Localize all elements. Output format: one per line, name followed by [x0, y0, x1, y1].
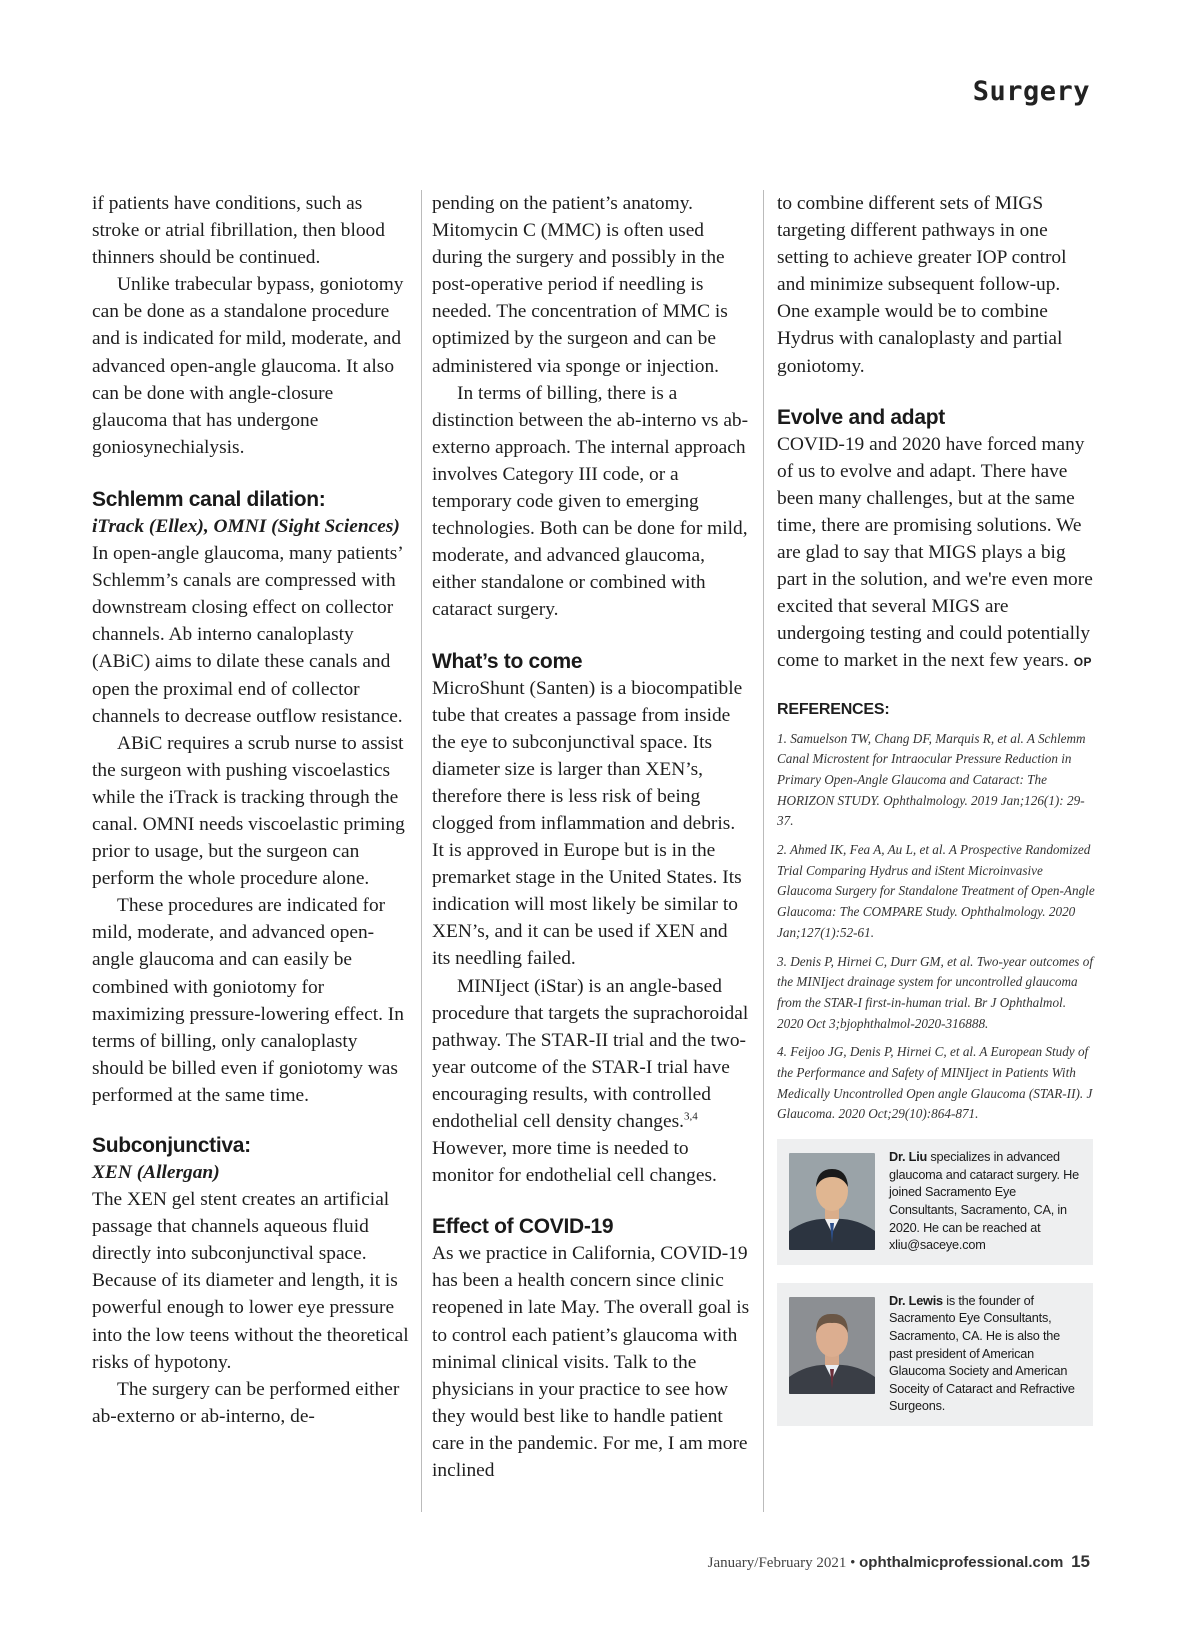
- paragraph: [777, 431, 1095, 677]
- bio-description: specializes in advanced glaucoma and cataract surgery. He joined Sacramento Eye Consultants, Sacramento, CA, in 2020. He can be reached at xliu@saceye.com: [889, 1150, 1079, 1253]
- heading-whats-to-come: What’s to come: [432, 649, 583, 673]
- heading-subconjunctiva: Subconjunctiva:: [92, 1134, 251, 1157]
- bio-text: [889, 1293, 1085, 1416]
- page-footer: [708, 1552, 1090, 1572]
- author-bio-liu: [777, 1139, 1093, 1265]
- column-divider: [763, 190, 764, 1512]
- column-1: [92, 190, 410, 1430]
- footer-separator: •: [850, 1555, 856, 1571]
- column-3: [777, 190, 1095, 1426]
- bio-description: is the founder of Sacramento Eye Consultants, Sacramento, CA. He is also the past president of American Glaucoma Society and American Soceity of Cataract and Refractive Surgeons.: [889, 1293, 1075, 1414]
- section-title: Surgery: [972, 76, 1090, 107]
- website: ophthalmicprofessional.com: [859, 1554, 1064, 1571]
- page-number: 15: [1071, 1552, 1090, 1571]
- heading-effect-of-covid: Effect of COVID-19: [432, 1215, 614, 1239]
- author-photo-liu: [789, 1153, 875, 1250]
- subheading-subconjunctiva: XEN (Allergan): [92, 1162, 220, 1183]
- paragraph: As we practice in California, COVID-19 has been a health concern since clinic reopened in late May. The overall goal is to control each patient’s glaucoma with minimal clinical visits. Talk to the physicians in your practice to see how they would best like to handle patient care in the pandemic. For me, I am more inclined: [432, 1243, 750, 1482]
- paragraph-text: MINIject (iStar) is an angle-based procedure that targets the suprachoroidal pathway. The STAR-II trial and the two-year outcome of the STAR-I trial have encouraging results, with controlled endothelial cell density changes.: [432, 975, 749, 1132]
- paragraph: In terms of billing, there is a distinction between the ab-interno vs ab-externo approach. The internal approach involves Category III code, or a temporary code given to emerging technologies. Both can be done for mild, moderate, and advanced glaucoma, either standalone or combined with cataract surgery.: [432, 382, 749, 621]
- paragraph: Unlike trabecular bypass, goniotomy can be done as a standalone procedure and is indicated for mild, moderate, and advanced open-angle glaucoma. It also can be done with angle-closure glaucoma that has undergone goniosynechialysis.: [92, 274, 404, 458]
- paragraph: to combine different sets of MIGS targeting different pathways in one setting to achieve greater IOP control and minimize subsequent follow-up. One example would be to combine Hydrus with canaloplasty and partial goniotomy.: [777, 193, 1067, 377]
- paragraph: pending on the patient’s anatomy. Mitomycin C (MMC) is often used during the surgery and possibly in the post-operative period if needling is needed. The concentration of MMC is optimized by the surgeon and can be administered via sponge or injection.: [432, 193, 728, 377]
- bio-name: Dr. Lewis: [889, 1293, 943, 1308]
- column-divider: [421, 190, 422, 1512]
- paragraph: These procedures are indicated for mild, moderate, and advanced open-angle glaucoma and can easily be combined with goniotomy for maximizing pressure-lowering effect. In terms of billing, only canaloplasty should be billed even if goniotomy was performed at the same time.: [92, 895, 404, 1106]
- paragraph: [432, 973, 750, 1190]
- heading-schlemm: Schlemm canal dilation:: [92, 487, 326, 511]
- reference-item: 1. Samuelson TW, Chang DF, Marquis R, et al. A Schlemm Canal Microstent for Intraocular Pressure Reduction in Primary Open-Angle Glaucoma and Cataract: The HORIZON STUDY. Ophthalmology. 2019 Jan;126(1): 29-37.: [777, 730, 1086, 829]
- citation-superscript: 3,4: [684, 1110, 698, 1123]
- bio-text: [889, 1149, 1085, 1255]
- paragraph-text: COVID-19 and 2020 have forced many of us to evolve and adapt. There have been many challenges, but at the same time, there are promising solutions. We are glad to say that MIGS plays a big part in the solution, and we're even more excited that several MIGS are undergoing testing and could potentially come to market in the next few years.: [777, 433, 1093, 672]
- paragraph: ABiC requires a scrub nurse to assist the surgeon with pushing viscoelastics while the iTrack is tracking through the canal. OMNI needs viscoelastic priming prior to usage, but the surgeon can perform the whole procedure alone.: [92, 732, 405, 890]
- end-mark: OP: [1073, 655, 1093, 670]
- author-bio-lewis: [777, 1283, 1093, 1426]
- bio-name: Dr. Liu: [889, 1150, 928, 1165]
- references-heading: REFERENCES:: [777, 700, 890, 718]
- reference-item: 4. Feijoo JG, Denis P, Hirnei C, et al. A European Study of the Performance and Safety of MINIject in Patients With Medically Uncontrolled Open angle Glaucoma (STAR-II). J Glaucoma. 2020 Oct;29(10):864-871.: [777, 1044, 1093, 1122]
- portrait-icon: [789, 1153, 875, 1250]
- author-photo-lewis: [789, 1297, 875, 1394]
- portrait-icon: [789, 1297, 875, 1394]
- reference-item: 2. Ahmed IK, Fea A, Au L, et al. A Prospective Randomized Trial Comparing Hydrus and iStent Microinvasive Glaucoma Surgery for Standalone Treatment of Open-Angle Glaucoma: The COMPARE Study. Ophthalmology. 2020 Jan;127(1):52-61.: [777, 842, 1095, 940]
- heading-evolve-and-adapt: Evolve and adapt: [777, 405, 945, 429]
- paragraph: In open-angle glaucoma, many patients’ Schlemm’s canals are compressed with downstream closing effect on collector channels. Ab interno canaloplasty (ABiC) aims to dilate these canals and open the proximal end of collector channels to decrease outflow resistance.: [92, 543, 403, 727]
- column-2: [432, 190, 750, 1484]
- subheading-schlemm: iTrack (Ellex), OMNI (Sight Sciences): [92, 515, 400, 537]
- reference-item: 3. Denis P, Hirnei C, Durr GM, et al. Two-year outcomes of the MINIject drainage system for uncontrolled glaucoma from the STAR-I first-in-human trial. Br J Ophthalmol. 2020 Oct 3;bjophthalmol-2020-316888.: [777, 953, 1093, 1031]
- issue-date: January/February 2021: [707, 1555, 847, 1571]
- paragraph: The surgery can be performed either ab-externo or ab-interno, de-: [92, 1378, 400, 1427]
- paragraph-text: However, more time is needed to monitor for endothelial cell changes.: [432, 1138, 717, 1187]
- paragraph: The XEN gel stent creates an artificial passage that channels aqueous fluid directly into subconjunctival space. Because of its diameter and length, it is powerful enough to lower eye pressure into the low teens without the theoretical risks of hypotony.: [92, 1189, 409, 1373]
- paragraph: if patients have conditions, such as stroke or atrial fibrillation, then blood thinners should be continued.: [92, 193, 385, 269]
- paragraph: MicroShunt (Santen) is a biocompatible tube that creates a passage from inside the eye to subconjunctival space. Its diameter size is larger than XEN’s, therefore there is less risk of being clogged from inflammation and debris. It is approved in Europe but is in the premarket stage in the United States. Its indication will most likely be similar to XEN’s, and it can be used if XEN and its needling failed.: [432, 677, 743, 970]
